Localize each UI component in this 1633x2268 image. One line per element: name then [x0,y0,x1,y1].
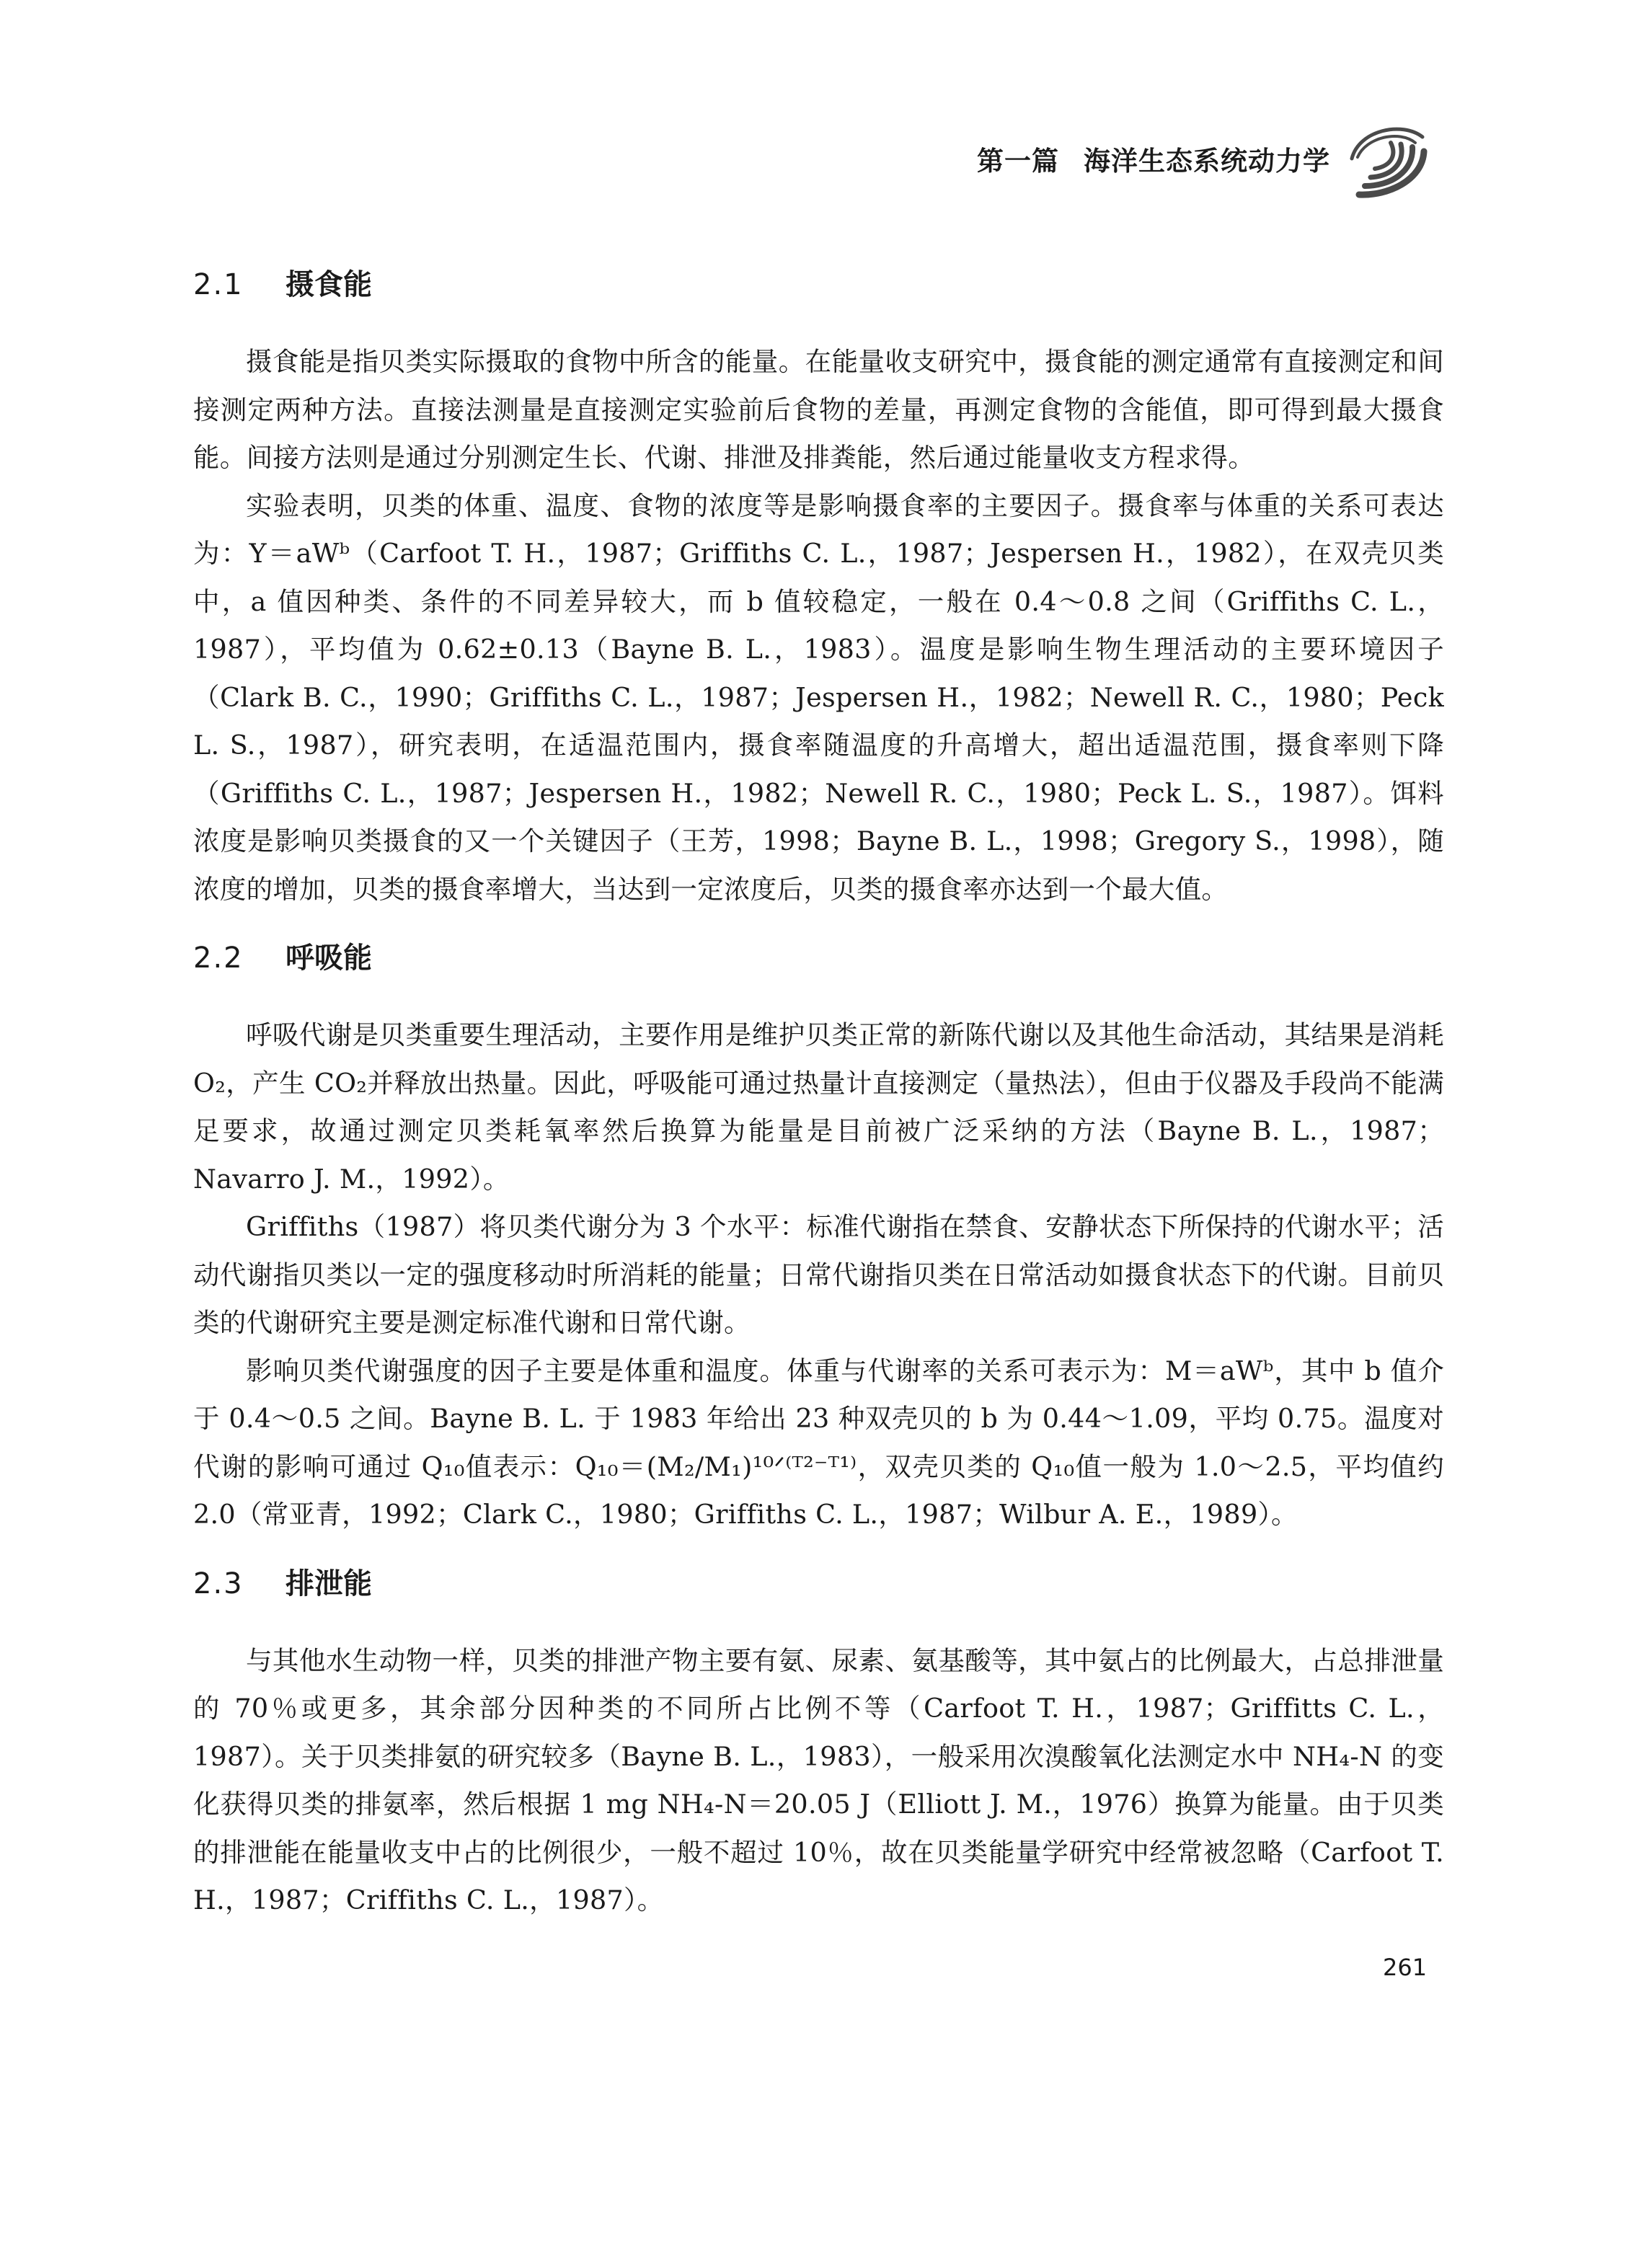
section-title: 排泄能 [286,1567,372,1600]
page-number: 261 [1383,1954,1428,1981]
header-title: 海洋生态系统动力学 [1084,146,1330,177]
paragraph: 实验表明，贝类的体重、温度、食物的浓度等是影响摄食率的主要因子。摄食率与体重的关系可表达为：Y＝aWᵇ（Carfoot T. H.，1987；Griffiths C. L.，1987；Jespersen H.，1982），在双壳贝类中，a 值因种类、条件的不同差异较大，而 b 值较稳定，一般在 0.4～0.8 之间（Griffiths C. L.，1987），平均值为 0.62±0.13（Bayne B. L.，1983）。温度是影响生物生理活动的主要环境因子（Clark B. C.，1990；Griffiths C. L.，1987；Jespersen H.，1982；Newell R. C.，1980；Peck L. S.，1987），研究表明，在适温范围内，摄食率随温度的升高增大，超出适温范围，摄食率则下降（Griffiths C. L.，1987；Jespersen H.，1982；Newell R. C.，1980；Peck L. S.，1987）。饵料浓度是影响贝类摄食的又一个关键因子（王芳，1998；Bayne B. L.，1998；Gregory S.，1998），随浓度的增加，贝类的摄食率增大，当达到一定浓度后，贝类的摄食率亦达到一个最大值。 [193,490,1444,905]
section-number: 2.1 [193,268,244,301]
paragraph: 与其他水生动物一样，贝类的排泄产物主要有氨、尿素、氨基酸等，其中氨占的比例最大，占总排泄量的 70％或更多，其余部分因种类的不同所占比例不等（Carfoot T. H.，1987；Griffitts C. L.，1987）。关于贝类排氨的研究较多（Bayne B. L.，1983），一般采用次溴酸氧化法测定水中 NH₄-N 的变化获得贝类的排氨率，然后根据 1 mg NH₄-N＝20.05 J（Elliott J. M.，1976）换算为能量。由于贝类的排泄能在能量收支中占的比例很少，一般不超过 10％，故在贝类能量学研究中经常被忽略（Carfoot T. H.，1987；Criffiths C. L.，1987）。 [193,1644,1444,1915]
section-number: 2.2 [193,942,244,975]
paragraph: 摄食能是指贝类实际摄取的食物中所含的能量。在能量收支研究中，摄食能的测定通常有直接测定和间接测定两种方法。直接法测量是直接测定实验前后食物的差量，再测定食物的含能值，即可得到最大摄食能。间接方法则是通过分别测定生长、代谢、排泄及排粪能，然后通过能量收支方程求得。 [193,346,1444,473]
paragraph: Griffiths（1987）将贝类代谢分为 3 个水平：标准代谢指在禁食、安静状态下所保持的代谢水平；活动代谢指贝类以一定的强度移动时所消耗的能量；日常代谢指贝类在日常活动如摄食状态下的代谢。目前贝类的代谢研究主要是测定标准代谢和日常代谢。 [193,1211,1444,1338]
section-number: 2.3 [193,1567,244,1600]
spiral-wave-icon [1330,115,1438,202]
page-body [193,263,1444,1925]
section-title: 呼吸能 [286,942,372,975]
section-heading [193,936,1444,980]
section-title: 摄食能 [286,268,372,301]
section-heading [193,263,1444,306]
paragraph: 影响贝类代谢强度的因子主要是体重和温度。体重与代谢率的关系可表示为：M＝aWᵇ，其中 b 值介于 0.4～0.5 之间。Bayne B. L. 于 1983 年给出 23 种双壳贝的 b 为 0.44～1.09，平均 0.75。温度对代谢的影响可通过 Q₁₀值表示：Q₁₀＝(M₂/M₁)¹⁰ᐟ⁽ᵀ²⁻ᵀ¹⁾，双壳贝类的 Q₁₀值一般为 1.0～2.5，平均值约 2.0（常亚青，1992；Clark C.，1980；Griffiths C. L.，1987；Wilbur A. E.，1989）。 [193,1355,1444,1530]
header-part: 第一篇 [977,146,1059,177]
section-heading [193,1562,1444,1605]
paragraph: 呼吸代谢是贝类重要生理活动，主要作用是维护贝类正常的新陈代谢以及其他生命活动，其结果是消耗 O₂，产生 CO₂并释放出热量。因此，呼吸能可通过热量计直接测定（量热法），但由于仪器及手段尚不能满足要求，故通过测定贝类耗氧率然后换算为能量是目前被广泛采纳的方法（Bayne B. L.，1987；Navarro J. M.，1992）。 [193,1019,1444,1195]
